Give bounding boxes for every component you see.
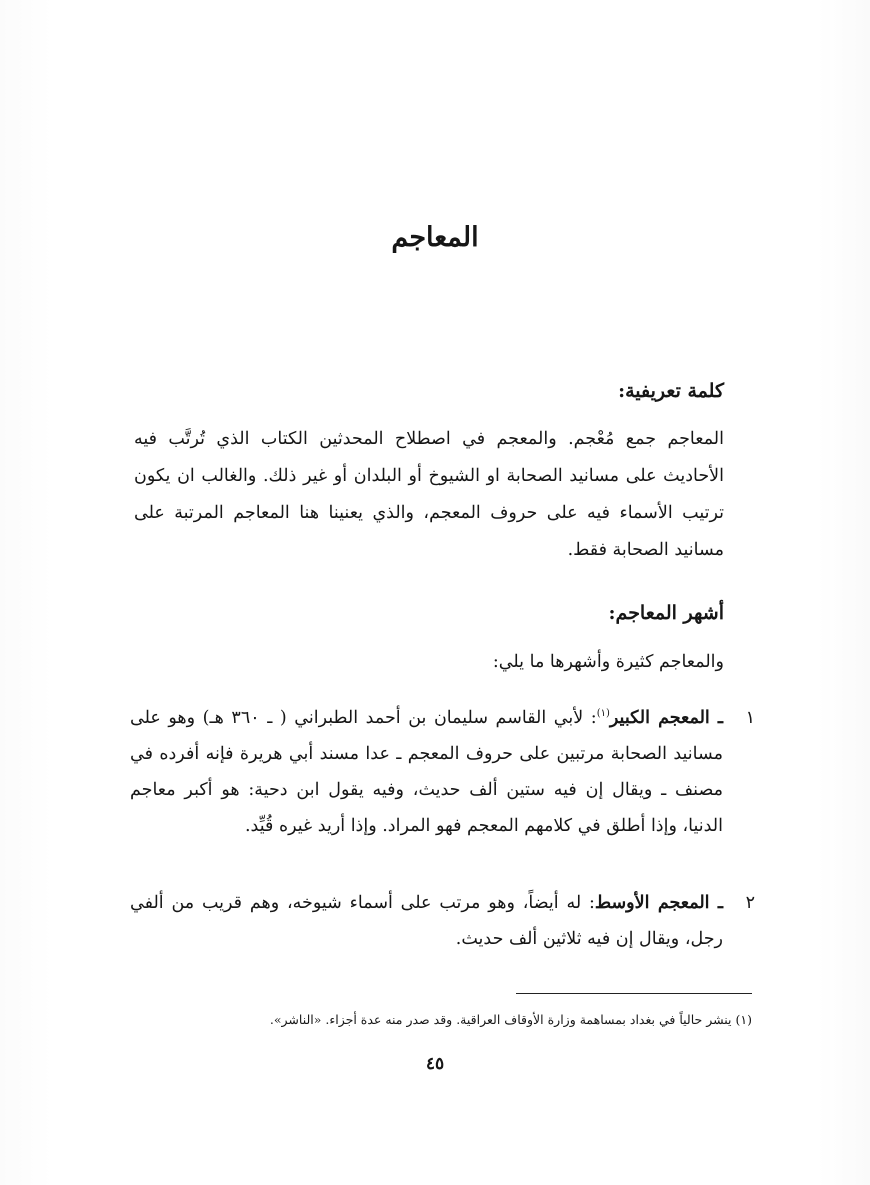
famous-heading: أشهر المعاجم: <box>608 602 724 624</box>
list-item-number: ٢ <box>745 893 755 913</box>
list-item <box>115 885 755 957</box>
definition-heading: كلمة تعريفية: <box>618 380 724 402</box>
famous-intro: والمعاجم كثيرة وأشهرها ما يلي: <box>492 652 724 672</box>
footnote-reference[interactable]: (١) <box>596 708 610 720</box>
page-title: المعاجم <box>391 222 479 253</box>
list-item-body <box>130 700 723 844</box>
list-item <box>115 700 755 880</box>
footnote-divider <box>516 993 752 994</box>
list-item-title: ـ المعجم الكبير <box>609 708 723 728</box>
definition-paragraph: المعاجم جمع مُعْجم. والمعجم في اصطلاح المحدثين الكتاب الذي تُرتَّب فيه الأحاديث على مسانيد الصحابة او الشيوخ أو البلدان أو غير ذلك. والغالب ان يكون ترتيب الأسماء فيه على حروف المعجم، والذي يعنينا هنا المعاجم المرتبة على مسانيد الصحابة فقط. <box>134 429 724 560</box>
list-item-text: : لأبي القاسم سليمان بن أحمد الطبراني ( ـ ٣٦٠ هـ) وهو على مسانيد الصحابة مرتبين على حروف المعجم ـ عدا مسند أبي هريرة فإنه أفرده في مصنف ـ ويقال إن فيه ستين ألف حديث، وفيه يقول ابن دحية: هو أكبر معاجم الدنيا، وإذا أطلق في كلامهم المعجم فهو المراد. وإذا أريد غيره قُيِّد. <box>130 708 723 836</box>
list-item-title: ـ المعجم الأوسط <box>594 893 723 913</box>
list-item-number: ١ <box>745 708 755 728</box>
list-item-body <box>130 885 723 957</box>
footnote-text: (١) ينشر حالياً في بغداد بمساهمة وزارة الأوقاف العراقية. وقد صدر منه عدة أجزاء. «الناشر». <box>269 1012 752 1027</box>
list-item-text: : له أيضاً، وهو مرتب على أسماء شيوخه، وهم قريب من ألفي رجل، ويقال إن فيه ثلاثين ألف حديث. <box>130 893 723 949</box>
page-number: ٤٥ <box>425 1054 445 1074</box>
